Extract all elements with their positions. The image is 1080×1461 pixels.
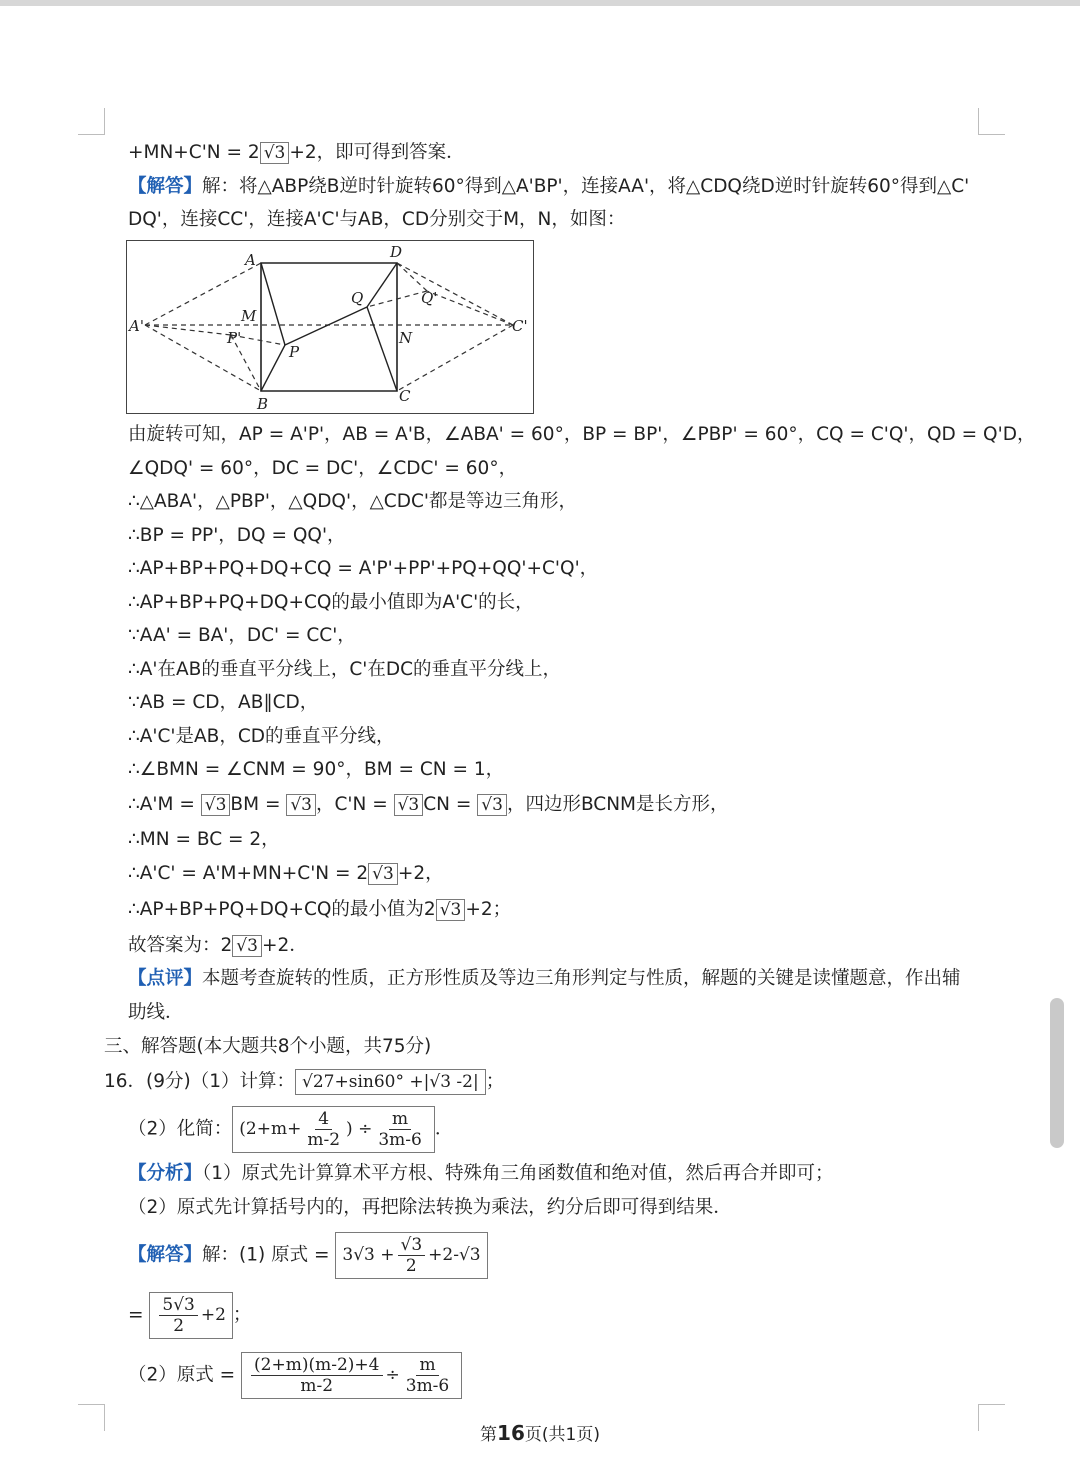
text-line: ∴AP+BP+PQ+DQ+CQ的最小值即为A'C'的长， (128, 592, 534, 613)
text-line: ∴A'C' = A'M+MN+C'N = 2 √3 +2， (128, 863, 444, 884)
sqrt-formula: √3 (232, 935, 262, 957)
text-line: ∵AB = CD，AB∥CD， (128, 692, 319, 713)
segment-bp (261, 345, 285, 391)
label-p-prime: P' (227, 329, 242, 347)
text-line: 故答案为：2 √3 +2． (128, 935, 308, 956)
geometry-svg (127, 241, 533, 413)
text-segment: +2，即可得到答案． (289, 142, 465, 163)
label-b: B (257, 395, 269, 413)
label-c: C (399, 387, 411, 405)
segment-cq (367, 307, 397, 391)
section-heading: 三、解答题(本大题共8个小题，共75分) (104, 1036, 432, 1057)
formula-box: (2+m+ $\frac{4}{m-2}$ ) ÷ $\frac{m}{3m-6}$ (232, 1106, 435, 1153)
segment-pq (285, 307, 367, 345)
label-p: P (289, 343, 300, 361)
text-line: ∴MN = BC = 2， (128, 829, 280, 850)
text-line: ∴A'C'是AB，CD的垂直平分线， (128, 726, 395, 747)
sqrt-formula: √3 (286, 794, 316, 816)
sqrt-formula: √3 (394, 794, 424, 816)
formula-box: $\frac{(2+m)(m-2)+4}{m-2}$ ÷ $\frac{m}{3m-6}$ (241, 1352, 462, 1399)
text-line: ∴A'在AB的垂直平分线上，C'在DC的垂直平分线上， (128, 659, 562, 680)
question-16-part2: （2）化简： (2+m+ $\frac{4}{m-2}$ ) ÷ $\frac{m}{3m-6}$ ． (128, 1106, 453, 1153)
segment-ap (261, 263, 285, 345)
label-q: Q (351, 289, 364, 307)
formula-box: √27+sin60° +|√3 -2| (295, 1069, 486, 1095)
question-16: 16．(9分)（1）计算： √27+sin60° +|√3 -2| ； (104, 1069, 504, 1095)
text-line (128, 175, 969, 199)
analysis-tag: 【分析】 (128, 1163, 203, 1184)
label-d: D (390, 243, 403, 261)
text-line: ∴BP = PP'，DQ = QQ'， (128, 525, 346, 546)
segment-dq (367, 263, 397, 307)
dashed-line (145, 325, 261, 391)
text-line: ∠QDQ' = 60°，DC = DC'，∠CDC' = 60°， (128, 458, 518, 479)
dashed-line (427, 291, 513, 325)
solution-line: （2）原式 = $\frac{(2+m)(m-2)+4}{m-2}$ ÷ $\frac{m}{3m-6}$ (128, 1352, 462, 1399)
solution-line: 【解答】解：(1) 原式 = 3√3 + $\frac{√3}{2}$ +2-√3 (128, 1232, 488, 1279)
text-line: 【点评】本题考查旋转的性质，正方形性质及等边三角形判定与性质，解题的关键是读懂题意，作出辅 (128, 968, 961, 989)
text-segment: +MN+C'N = 2 (128, 142, 260, 163)
geometry-figure (126, 240, 534, 414)
sqrt-formula: √3 (436, 899, 466, 921)
label-m: M (241, 307, 257, 325)
solution-line: = $\frac{5√3}{2}$ +2 ； (128, 1292, 251, 1339)
text-line: ∴∠BMN = ∠CNM = 90°，BM = CN = 1， (128, 759, 505, 780)
dashed-line (145, 325, 231, 335)
label-q-prime: Q' (421, 289, 438, 307)
sqrt-formula: √3 (260, 142, 290, 164)
label-a: A (245, 251, 256, 269)
text-line: 助线． (128, 1002, 184, 1023)
formula-box: 3√3 + $\frac{√3}{2}$ +2-√3 (335, 1232, 487, 1279)
sqrt-formula: √3 (201, 794, 231, 816)
text-line: ∵AA' = BA'，DC' = CC'， (128, 625, 356, 646)
text-line (128, 141, 465, 165)
sqrt-formula: √3 (368, 863, 398, 885)
page-number: 16 (497, 1421, 525, 1445)
text-line: DQ'，连接CC'，连接A'C'与AB，CD分别交于M，N，如图： (128, 209, 626, 230)
page-corner-mark (978, 108, 1005, 135)
text-line: ∴AP+BP+PQ+DQ+CQ = A'P'+PP'+PQ+QQ'+C'Q'， (128, 558, 599, 579)
answer-tag: 【解答】 (128, 176, 203, 197)
window-top-bar (0, 0, 1080, 6)
text-line: （2）原式先计算括号内的，再把除法转换为乘法，约分后即可得到结果． (128, 1197, 732, 1218)
text-line: 由旋转可知，AP = A'P'，AB = A'B，∠ABA' = 60°，BP = BP'，∠PBP' = 60°，CQ = C'Q'，QD = Q'D， (128, 424, 1036, 445)
page-footer: 第16页(共1页) (480, 1421, 600, 1445)
square-abcd (261, 263, 397, 391)
text-line: ∴AP+BP+PQ+DQ+CQ的最小值为2 √3 +2； (128, 899, 512, 920)
text-segment: 解：将△ABP绕B逆时针旋转60°得到△A'BP'，连接AA'，将△CDQ绕D逆时针旋转60°得到△C' (202, 176, 970, 197)
text-line: ∴△ABA'，△PBP'，△QDQ'，△CDC'都是等边三角形， (128, 491, 577, 512)
dashed-line (397, 325, 513, 391)
label-n: N (399, 329, 413, 347)
sqrt-formula: √3 (477, 794, 507, 816)
comment-tag: 【点评】 (128, 968, 203, 989)
scrollbar-thumb[interactable] (1050, 998, 1064, 1148)
page-corner-mark (78, 108, 105, 135)
label-c-prime: C' (512, 317, 528, 335)
formula-box: $\frac{5√3}{2}$ +2 (149, 1292, 233, 1339)
label-a-prime: A' (129, 317, 144, 335)
answer-tag: 【解答】 (128, 1244, 203, 1266)
text-line: ∴A'M = √3 BM = √3 ，C'N = √3 CN = √3 ，四边形BCNM是长方形， (128, 794, 729, 815)
text-line: 【分析】（1）原式先计算算术平方根、特殊角三角函数值和绝对值，然后再合并即可； (128, 1163, 834, 1184)
